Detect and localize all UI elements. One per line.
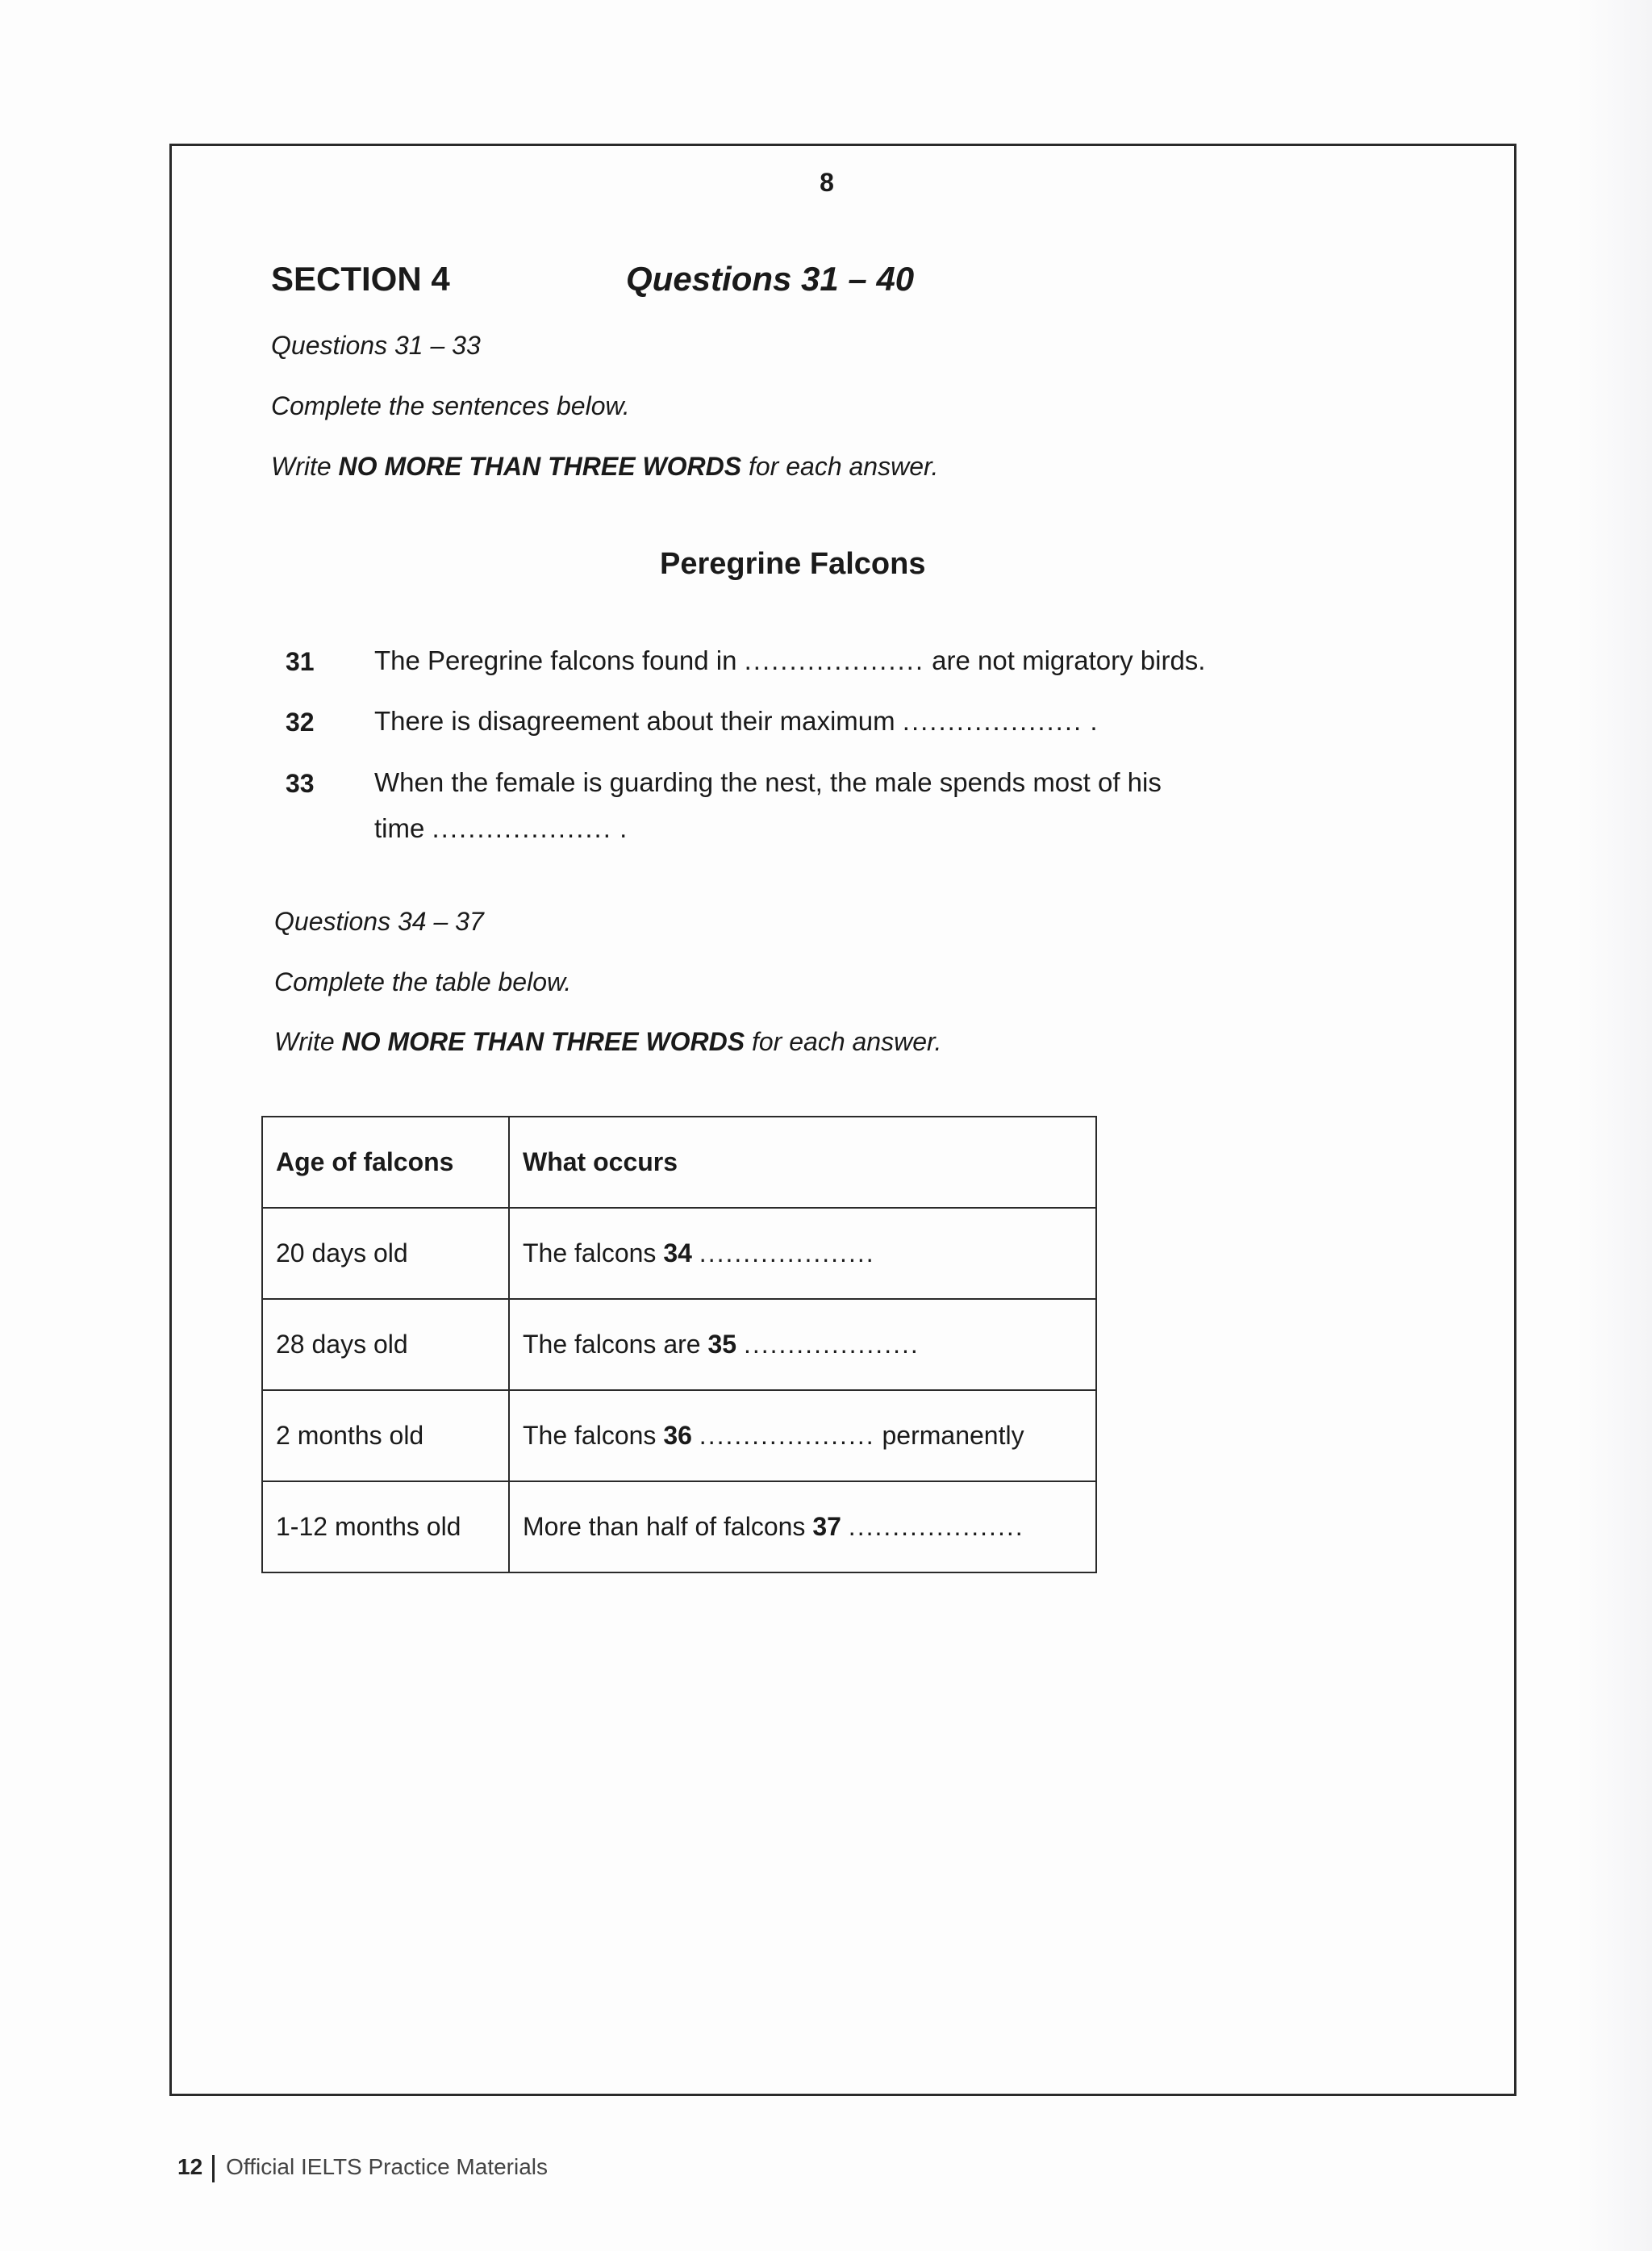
occurs-cell: The falcons are 35 .................... <box>509 1299 1096 1390</box>
part2-range: Questions 34 – 37 <box>274 907 484 936</box>
part1-range: Questions 31 – 33 <box>271 331 481 360</box>
footer-title: Official IELTS Practice Materials <box>226 2154 549 2179</box>
question-33-line1: When the female is guarding the nest, the male spends most of his <box>374 767 1162 797</box>
age-cell: 1-12 months old <box>262 1481 509 1572</box>
table-header-row <box>262 1117 1096 1208</box>
question-31: The Peregrine falcons found in .................... are not migratory birds. <box>374 645 1206 675</box>
answer-blank-34[interactable]: .................... <box>699 1238 875 1267</box>
part2-word-limit: Write NO MORE THAN THREE WORDS for each answer. <box>274 1027 942 1056</box>
table-row <box>262 1208 1096 1299</box>
section-label: SECTION 4 <box>271 260 450 298</box>
answer-blank-37[interactable]: .................... <box>848 1512 1024 1541</box>
question-number-31: 31 <box>286 647 315 676</box>
part1-word-limit: Write NO MORE THAN THREE WORDS for each answer. <box>271 452 939 481</box>
page-footer <box>177 2154 548 2182</box>
question-32: There is disagreement about their maximum .................... . <box>374 706 1098 736</box>
answer-blank-33[interactable]: .................... <box>432 813 612 843</box>
answer-blank-32[interactable]: .................... <box>902 706 1083 736</box>
page-number: 8 <box>820 168 834 197</box>
falcon-age-table <box>261 1116 1097 1573</box>
header-what-occurs: What occurs <box>509 1117 1096 1208</box>
section-range: Questions 31 – 40 <box>626 260 915 298</box>
age-cell: 2 months old <box>262 1390 509 1481</box>
question-33-line2: time .................... . <box>374 813 628 843</box>
occurs-cell: More than half of falcons 37 .................... <box>509 1481 1096 1572</box>
part2-instruction: Complete the table below. <box>274 967 572 996</box>
answer-blank-36[interactable]: .................... <box>699 1421 875 1450</box>
footer-page-number: 12 <box>177 2154 203 2179</box>
question-number-32: 32 <box>286 708 315 737</box>
question-number-33: 33 <box>286 769 315 798</box>
age-cell: 20 days old <box>262 1208 509 1299</box>
form-title: Peregrine Falcons <box>660 547 926 581</box>
page-edge <box>1577 0 1652 2251</box>
answer-blank-35[interactable]: .................... <box>743 1330 920 1359</box>
occurs-cell: The falcons 36 .................... permanently <box>509 1390 1096 1481</box>
header-age: Age of falcons <box>262 1117 509 1208</box>
age-cell: 28 days old <box>262 1299 509 1390</box>
occurs-cell: The falcons 34 .................... <box>509 1208 1096 1299</box>
table-row <box>262 1390 1096 1481</box>
answer-blank-31[interactable]: .................... <box>744 645 924 675</box>
table-row <box>262 1481 1096 1572</box>
part1-instruction: Complete the sentences below. <box>271 391 630 420</box>
table-row <box>262 1299 1096 1390</box>
footer-divider <box>212 2155 215 2182</box>
